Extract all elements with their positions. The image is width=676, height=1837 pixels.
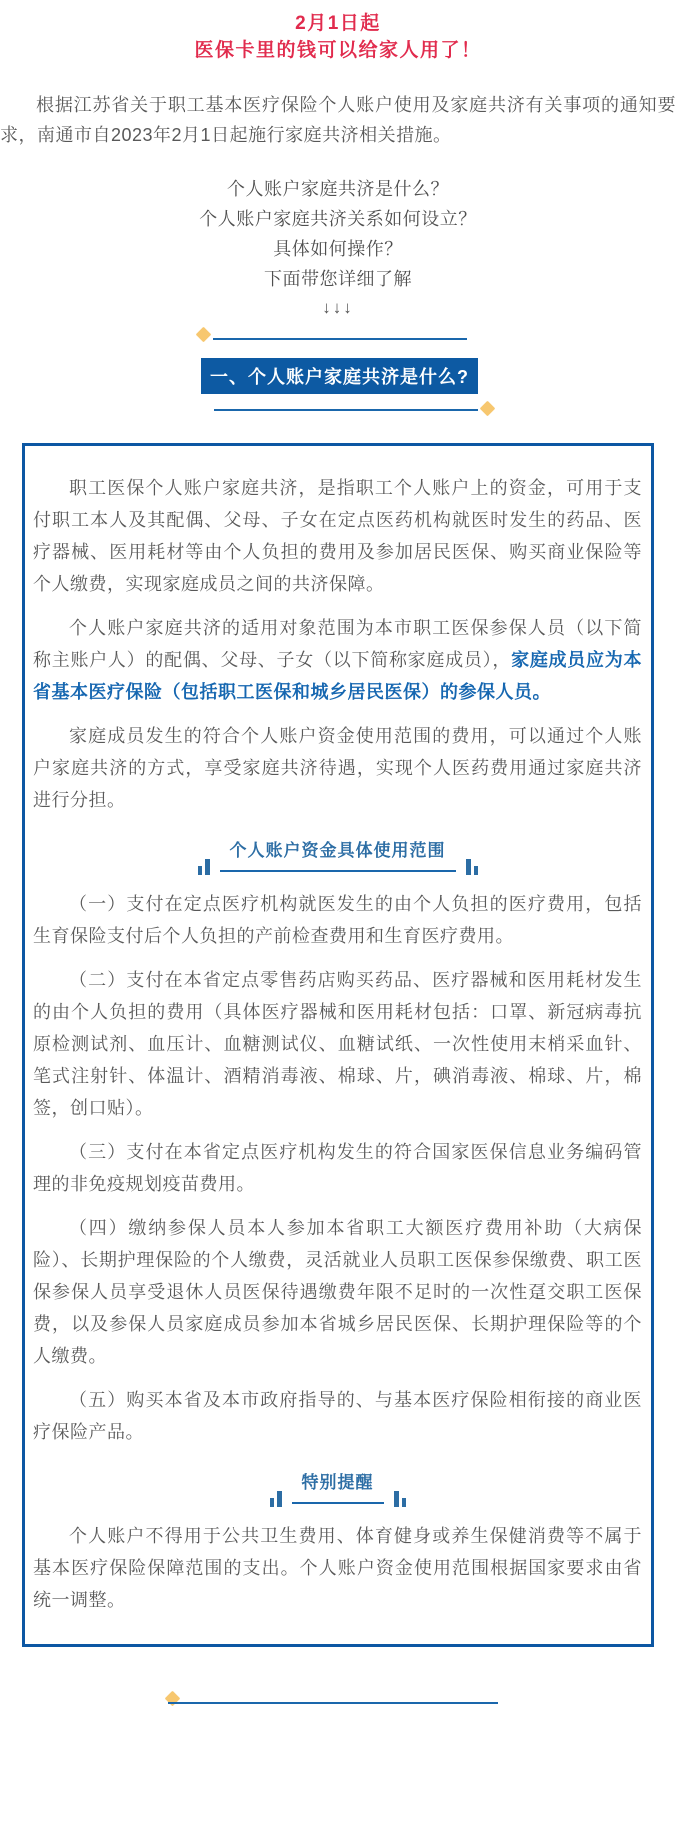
- paragraph-scope-normal: 个人账户家庭共济的适用对象范围为本市职工医保参保人员（以下简称主账户人）的配偶、父母、子女（以下简称家庭成员），: [33, 618, 642, 670]
- signal-bars-left-icon: [270, 1491, 282, 1507]
- usage-item-1: （一）支付在定点医疗机构就医发生的由个人负担的医疗费用，包括生育保险支付后个人负担的产前检查费用和生育医疗费用。: [33, 894, 642, 946]
- paragraph-scope: [33, 612, 642, 708]
- subheading-underline: [220, 836, 456, 872]
- diamond-icon: [480, 401, 496, 417]
- subheading-usage-scope: [33, 836, 642, 872]
- subheading-text: 特别提醒: [301, 1473, 374, 1492]
- title-line-1: 2月1日起: [295, 13, 381, 34]
- divider-line: [168, 1702, 498, 1704]
- title-line-2: 医保卡里的钱可以给家人用了！: [194, 40, 482, 61]
- section-divider-top: [0, 328, 676, 342]
- section-header: [0, 328, 676, 421]
- intro-paragraph: 根据江苏省关于职工基本医疗保险个人账户使用及家庭共济有关事项的通知要求，南通市自2023年2月1日起施行家庭共济相关措施。: [0, 95, 676, 145]
- down-arrows-icon: ↓↓↓: [322, 298, 354, 317]
- paragraph-definition: 职工医保个人账户家庭共济，是指职工个人账户上的资金，可用于支付职工本人及其配偶、父母、子女在定点医药机构就医时发生的药品、医疗器械、医用耗材等由个人负担的费用及参加居民医保、购买商业保险等个人缴费，实现家庭成员之间的共济保障。: [33, 478, 642, 594]
- usage-item-5: （五）购买本省及本市政府指导的、与基本医疗保险相衔接的商业医疗保险产品。: [33, 1390, 642, 1442]
- content-box: [22, 443, 654, 1647]
- divider-line: [214, 409, 478, 411]
- subheading-underline: [292, 1468, 384, 1504]
- paragraph-reminder: 个人账户不得用于公共卫生费用、体育健身或养生保健消费等不属于基本医疗保险保障范围的支出。个人账户资金使用范围根据国家要求由省统一调整。: [33, 1526, 642, 1610]
- question-line-4: 下面带您详细了解: [264, 269, 412, 289]
- question-line-2: 个人账户家庭共济关系如何设立？: [199, 209, 477, 229]
- usage-item-2: （二）支付在本省定点零售药店购买药品、医疗器械和医用耗材发生的由个人负担的费用（具体医疗器械和医用耗材包括：口罩、新冠病毒抗原检测试剂、血压计、血糖测试仪、血糖试纸、一次性使用末梢采血针、笔式注射针、体温计、酒精消毒液、棉球、片，碘消毒液、棉球、片，棉签，创口贴）。: [33, 970, 642, 1118]
- question-line-3: 具体如何操作？: [273, 239, 403, 259]
- section-banner: 一、个人账户家庭共济是什么?: [201, 358, 478, 394]
- paragraph-benefit: 家庭成员发生的符合个人账户资金使用范围的费用，可以通过个人账户家庭共济的方式，享受家庭共济待遇，实现个人医药费用通过家庭共济进行分担。: [33, 726, 642, 810]
- signal-bars-left-icon: [198, 859, 210, 875]
- subheading-special-reminder: [33, 1468, 642, 1504]
- article-title: [0, 0, 676, 64]
- usage-item-3: （三）支付在本省定点医疗机构发生的符合国家医保信息业务编码管理的非免疫规划疫苗费用。: [33, 1142, 642, 1194]
- diamond-icon: [196, 327, 212, 343]
- signal-bars-right-icon: [394, 1491, 406, 1507]
- usage-item-4: （四）缴纳参保人员本人参加本省职工大额医疗费用补助（大病保险）、长期护理保险的个人缴费，灵活就业人员职工医保参保缴费、职工医保参保人员享受退休人员医保待遇缴费年限不足时的一次性趸交职工医保费，以及参保人员家庭成员参加本省城乡居民医保、长期护理保险等的个人缴费。: [33, 1218, 642, 1366]
- section-divider-bottom: [0, 403, 676, 421]
- subheading-text: 个人账户资金具体使用范围: [229, 841, 446, 860]
- footer-divider: [0, 1693, 676, 1709]
- question-list: [0, 174, 676, 322]
- signal-bars-right-icon: [466, 859, 478, 875]
- divider-line: [213, 338, 467, 340]
- question-line-1: 个人账户家庭共济是什么？: [227, 179, 449, 199]
- paragraph-scope-accent: 家庭成员应为本省基本医疗保险（包括职工医保和城乡居民医保）的参保人员。: [33, 650, 642, 702]
